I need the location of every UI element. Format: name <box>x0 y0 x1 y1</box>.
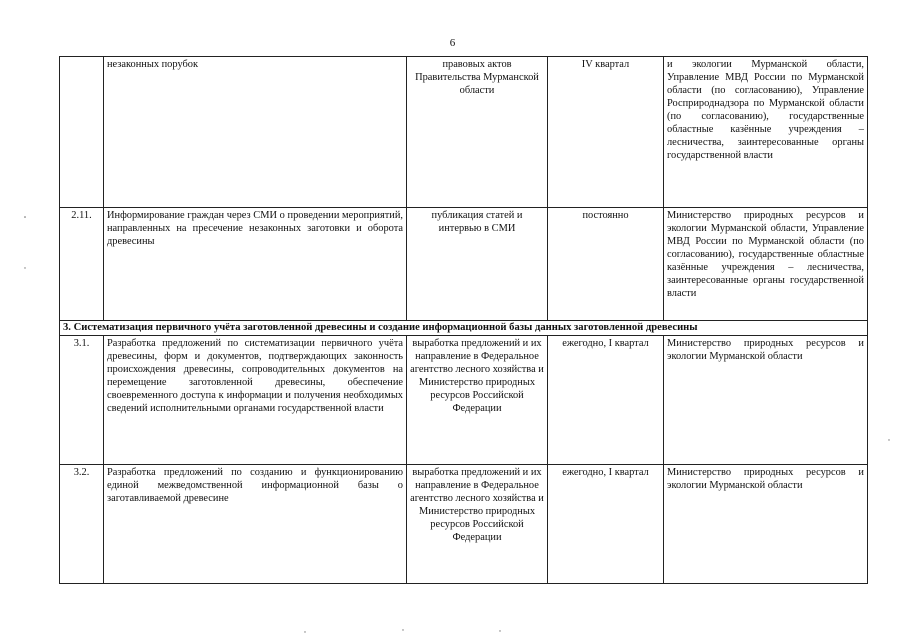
deadline: ежегодно, I квартал <box>548 465 664 584</box>
measure-description: Информирование граждан через СМИ о проведении мероприятий, направленных на пресечение незаконных заготовки и оборота древесины <box>104 208 407 321</box>
completion-form: выработка предложений и их направление в Федеральное агентство лесного хозяйства и Министерство природных ресурсов Российской Федерации <box>407 465 548 584</box>
row-number: 2.11. <box>60 208 104 321</box>
table-row <box>60 57 868 208</box>
deadline: ежегодно, I квартал <box>548 336 664 465</box>
row-number: 3.1. <box>60 336 104 465</box>
table-row <box>60 208 868 321</box>
measure-description: Разработка предложений по систематизации первичного учёта древесины, форм и документов, подтверждающих законность происхождения древесины, сопроводительных документов на перемещение заготовленной древесины, обеспечение своевременного доступа к информации и получения необходимых сведений исполнительными органами государственной власти <box>104 336 407 465</box>
row-number: 3.2. <box>60 465 104 584</box>
scan-speck <box>888 439 889 440</box>
scan-speck <box>24 267 25 268</box>
responsible-executors: и экологии Мурманской области, Управление МВД России по Мурманской области (по согласованию), Управление Росприроднадзора по Мурманской области (по согласованию), государственные областные казённые учреждения – лесничества, заинтересованные органы государственной власти <box>664 57 868 208</box>
responsible-executors: Министерство природных ресурсов и экологии Мурманской области, Управление МВД России по Мурманской области (по согласованию), государственные областные казённые учреждения – лесничества, заинтересованные органы государственной власти <box>664 208 868 321</box>
scan-speck <box>402 629 403 630</box>
page-number: 6 <box>449 37 456 49</box>
section-title: 3. Систематизация первичного учёта заготовленной древесины и создание информационной базы данных заготовленной древесины <box>60 321 868 336</box>
scan-speck <box>499 630 500 631</box>
scan-speck <box>304 631 305 632</box>
completion-form: публикация статей и интервью в СМИ <box>407 208 548 321</box>
responsible-executors: Министерство природных ресурсов и экологии Мурманской области <box>664 465 868 584</box>
measure-description: Разработка предложений по созданию и функционированию единой межведомственной информационной базы о заготавливаемой древесине <box>104 465 407 584</box>
deadline: IV квартал <box>548 57 664 208</box>
measures-table <box>59 56 868 584</box>
table-row <box>60 465 868 584</box>
measure-description: незаконных порубок <box>104 57 407 208</box>
completion-form: выработка предложений и их направление в Федеральное агентство лесного хозяйства и Министерство природных ресурсов Российской Федерации <box>407 336 548 465</box>
responsible-executors: Министерство природных ресурсов и экологии Мурманской области <box>664 336 868 465</box>
section-header-row <box>60 321 868 336</box>
row-number <box>60 57 104 208</box>
table-row <box>60 336 868 465</box>
deadline: постоянно <box>548 208 664 321</box>
scan-speck <box>24 216 26 218</box>
completion-form: правовых актов Правительства Мурманской области <box>407 57 548 208</box>
